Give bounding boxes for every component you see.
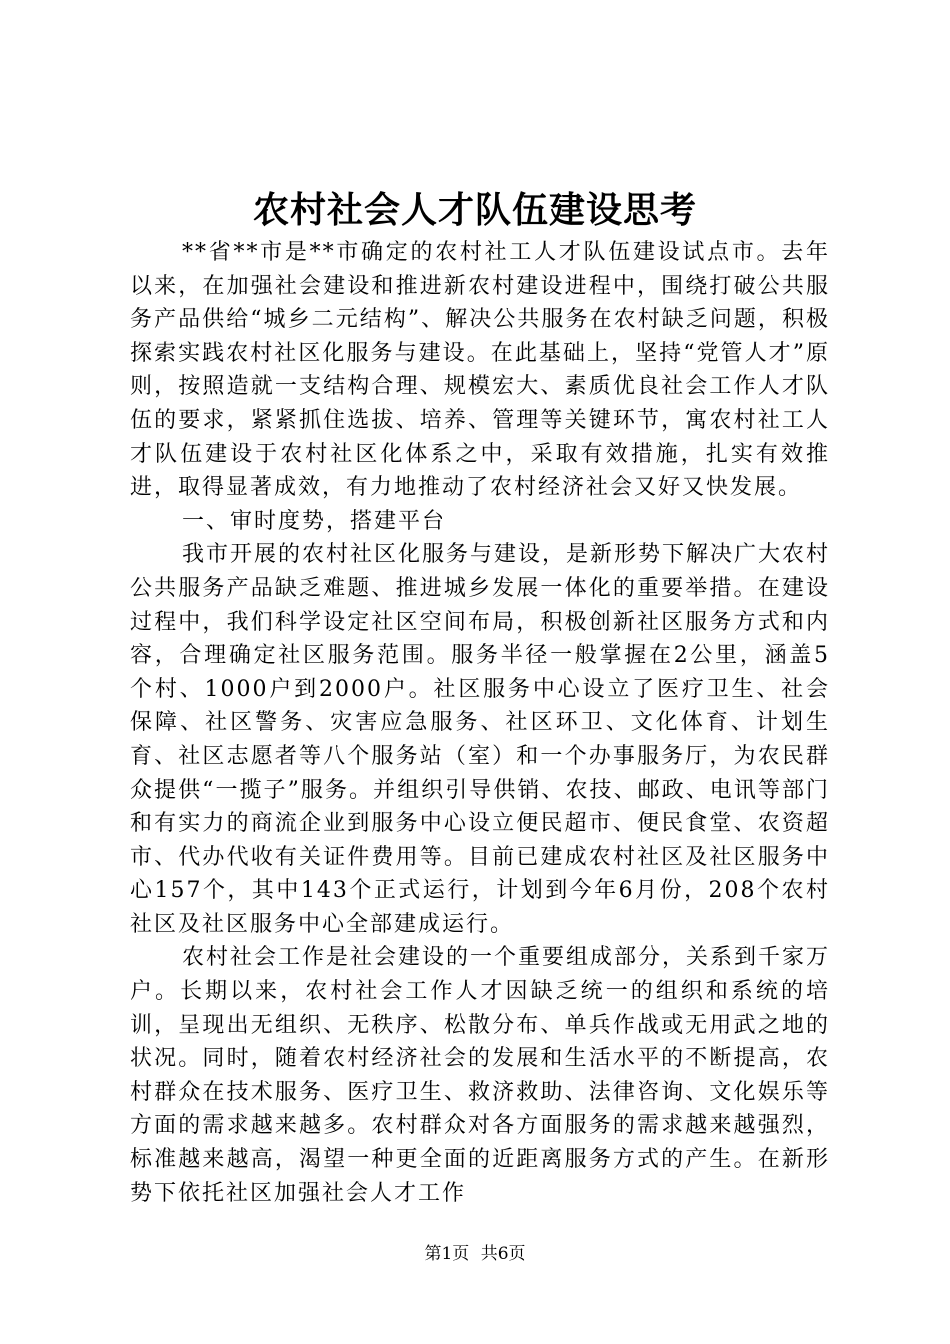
paragraph-section-1-a: 我市开展的农村社区化服务与建设，是新形势下解决广大农村公共服务产品缺乏难题、推进城乡发展一体化的重要举措。在建设过程中，我们科学设定社区空间布局，积极创新社区服务方式和内容，合理确定社区服务范围。服务半径一般掌握在2公里，涵盖5个村、1000户到2000户。社区服务中心设立了医疗卫生、社会保障、社区警务、灾害应急服务、社区环卫、文化体育、计划生育、社区志愿者等八个服务站（室）和一个办事服务厅，为农民群众提供“一揽子”服务。并组织引导供销、农技、邮政、电讯等部门和有实力的商流企业到服务中心设立便民超市、便民食堂、农资超市、代办代收有关证件费用等。目前已建成农村社区及社区服务中心157个，其中143个正式运行，计划到今年6月份，208个农村社区及社区服务中心全部建成运行。 [130, 542, 831, 937]
page-footer [0, 1242, 950, 1266]
paragraph-section-1-b: 农村社会工作是社会建设的一个重要组成部分，关系到千家万户。长期以来，农村社会工作人才因缺乏统一的组织和系统的培训，呈现出无组织、无秩序、松散分布、单兵作战或无用武之地的状况。同时，随着农村经济社会的发展和生活水平的不断提高，农村群众在技术服务、医疗卫生、救济救助、法律咨询、文化娱乐等方面的需求越来越多。农村群众对各方面服务的需求越来越强烈，标准越来越高，渴望一种更全面的近距离服务方式的产生。在新形势下依托社区加强社会人才工作 [130, 945, 831, 1206]
page-number: 第1页 [424, 1244, 470, 1264]
page-total: 共6页 [480, 1244, 526, 1264]
section-heading-1: 一、审时度势，搭建平台 [182, 508, 447, 534]
document-title: 农村社会人才队伍建设思考 [252, 189, 697, 231]
document-body [130, 236, 830, 1210]
paragraph-intro: **省**市是**市确定的农村社工人才队伍建设试点市。去年以来，在加强社会建设和推进新农村建设进程中，围绕打破公共服务产品供给“城乡二元结构”、解决公共服务在农村缺乏问题，积极探索实践农村社区化服务与建设。在此基础上，坚持“党管人才”原则，按照造就一支结构合理、规模宏大、素质优良社会工作人才队伍的要求，紧紧抓住选拔、培养、管理等关键环节，寓农村社工人才队伍建设于农村社区化体系之中，采取有效措施，扎实有效推进，取得显著成效，有力地推动了农村经济社会又好又快发展。 [130, 240, 830, 501]
